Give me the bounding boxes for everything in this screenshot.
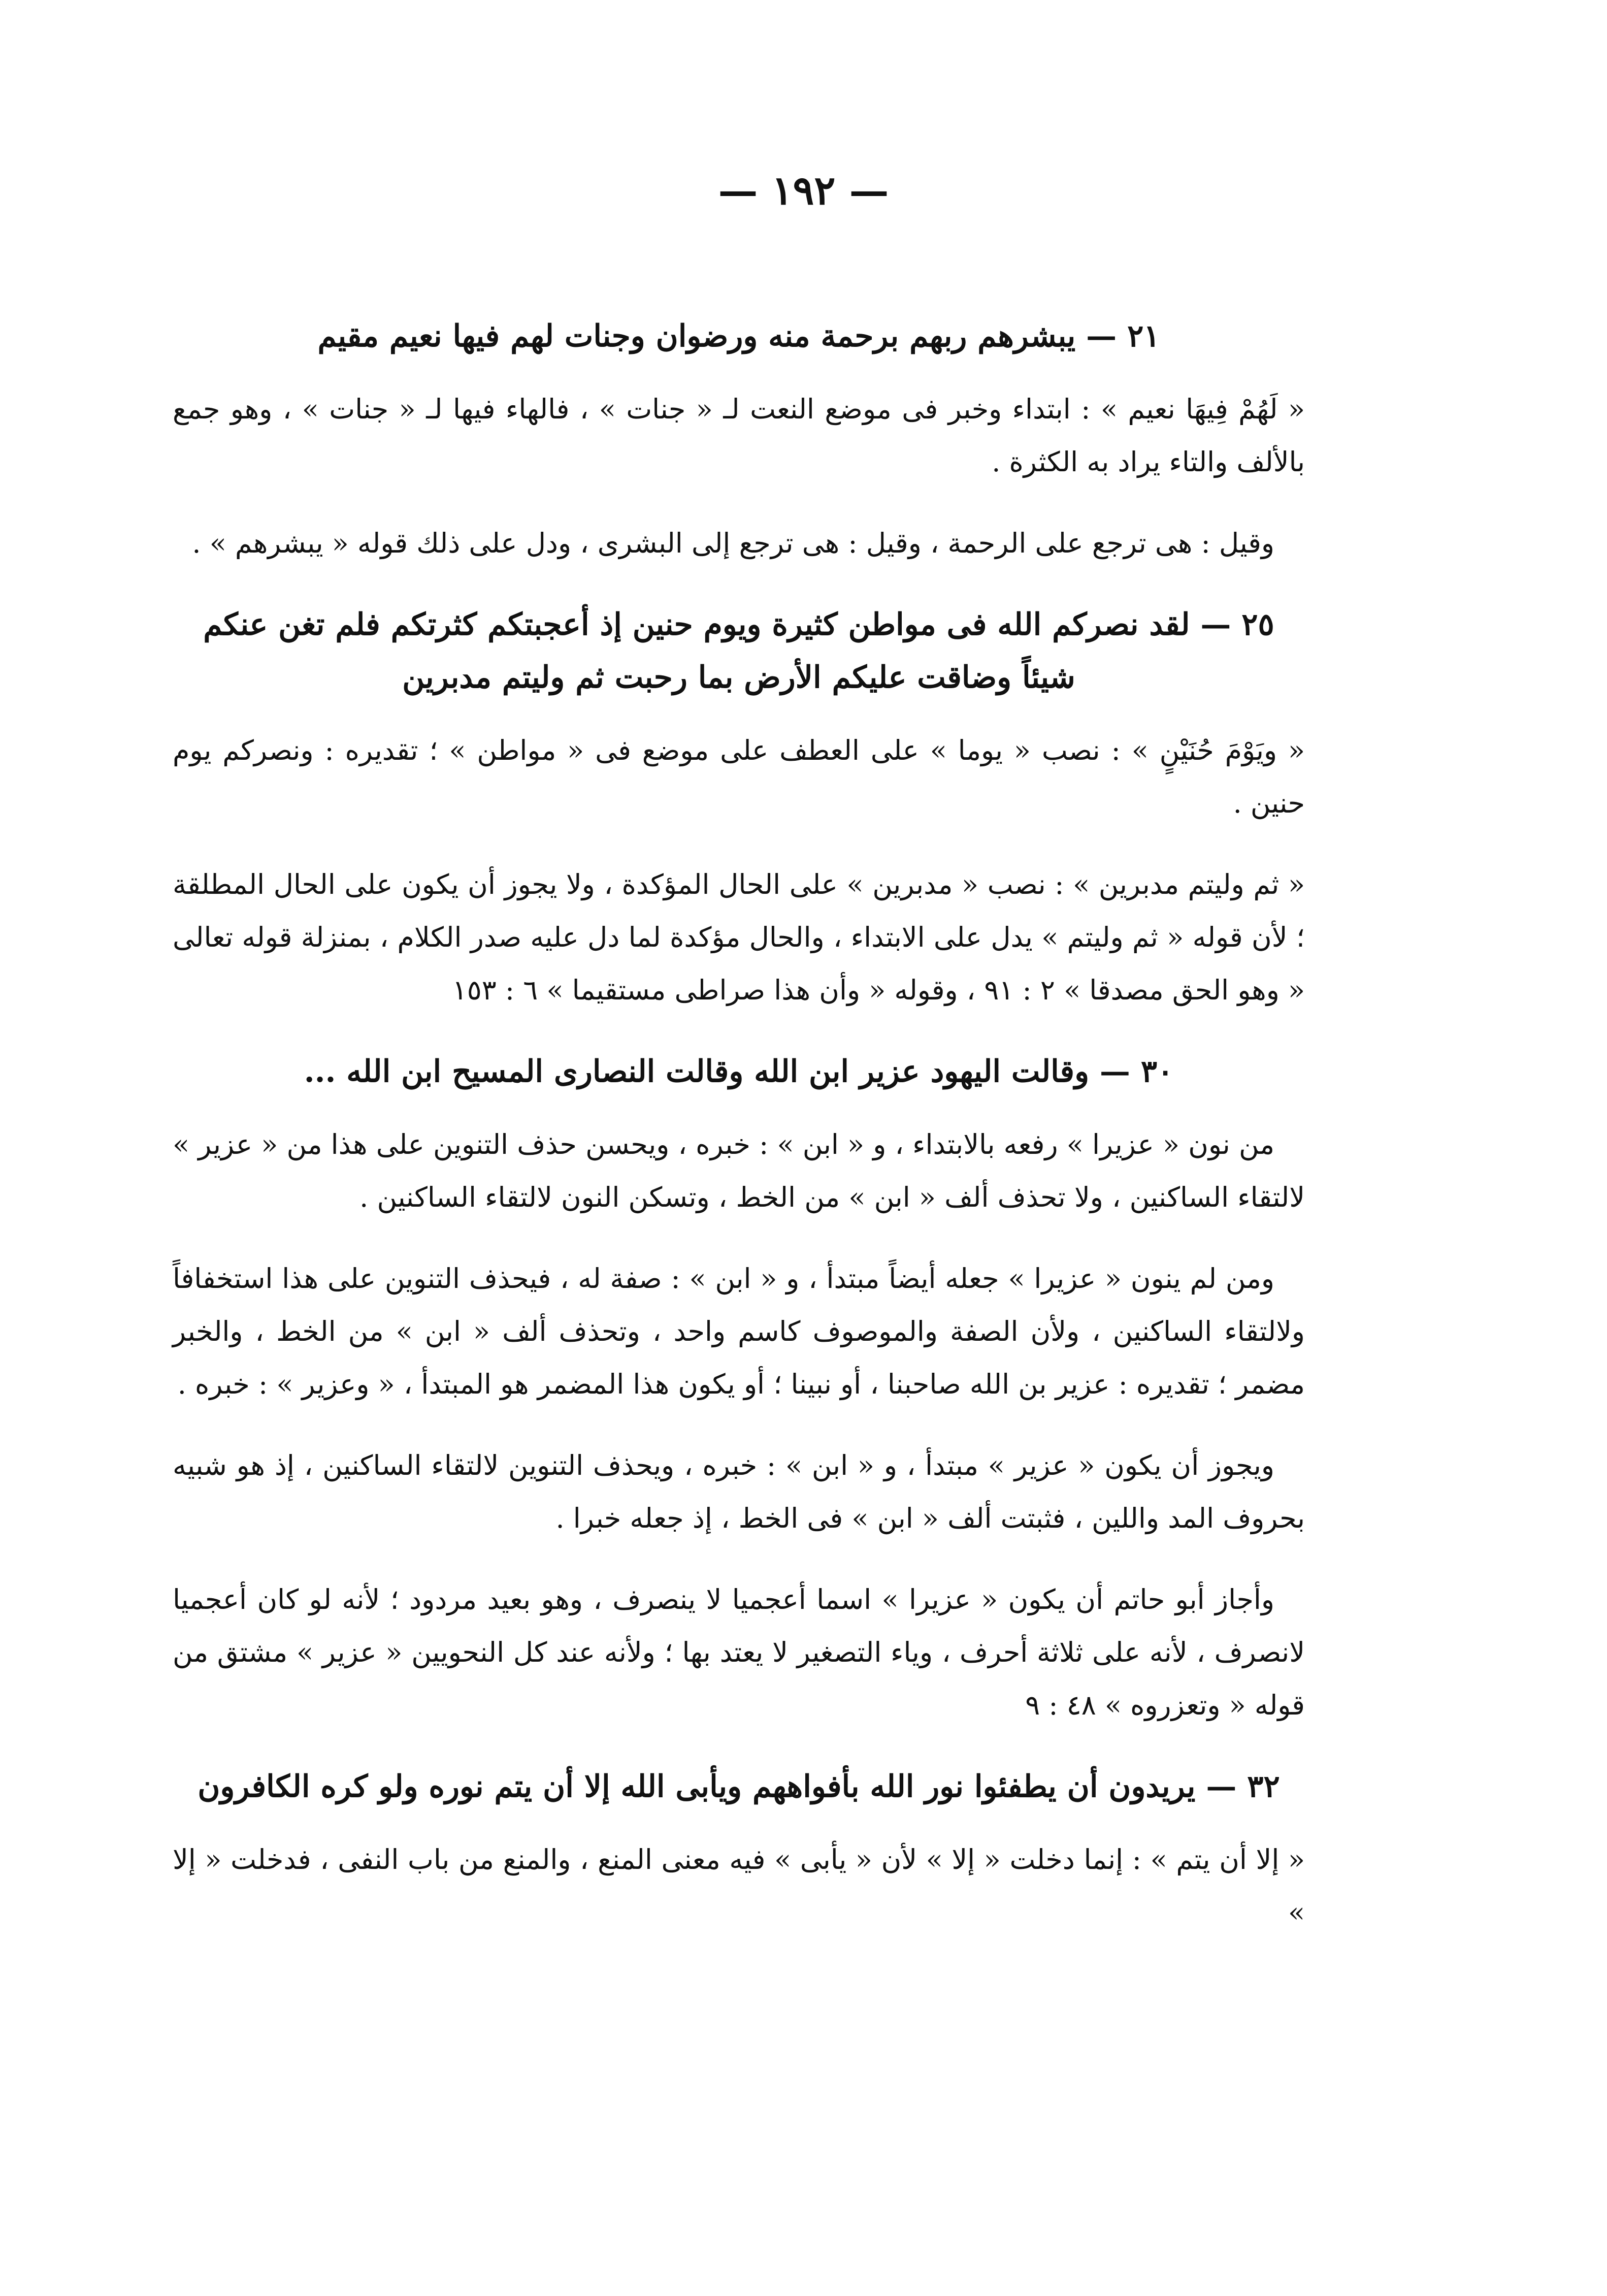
verse-30: ٣٠ — وقالت اليهود عزير ابن الله وقالت النصارى المسيح ابن الله ... [304,1054,1174,1089]
verse-32: ٣٢ — يريدون أن يطفئوا نور الله بأفواههم ويأبى الله إلا أن يتم نوره ولو كره الكافرون [198,1769,1280,1804]
page-number: — ١٩٢ — [718,168,889,214]
verse-25: ٢٥ — لقد نصركم الله فى مواطن كثيرة ويوم حنين إذ أعجبتكم كثرتكم فلم تغن عنكم شيئاً وضاقت عليكم الأرض بما رحبت ثم وليتم مدبرين [203,607,1274,695]
commentary-paragraph: من نون « عزيرا » رفعه بالابتداء ، و « ابن » : خبره ، ويحسن حذف التنوين على هذا من « عزير » لالتقاء الساكنين ، ولا تحذف ألف « ابن » من الخط ، وتسكن النون لالتقاء الساكنين . [173,1128,1305,1213]
commentary-paragraph: وقيل : هى ترجع على الرحمة ، وقيل : هى ترجع إلى البشرى ، ودل على ذلك قوله « يبشرهم » . [192,527,1274,559]
verse-21: ٢١ — يبشرهم ربهم برحمة منه ورضوان وجنات لهم فيها نعيم مقيم [317,318,1160,354]
commentary-paragraph: « إلا أن يتم » : إنما دخلت « إلا » لأن « يأبى » فيه معنى المنع ، والمنع من باب النفى ، فدخلت « إلا » [173,1844,1305,1928]
commentary-paragraph: ومن لم ينون « عزيرا » جعله أيضاً مبتدأ ، و « ابن » : صفة له ، فيحذف التنوين على هذا استخفافاً ولالتقاء الساكنين ، ولأن الصفة والموصوف كاسم واحد ، وتحذف ألف « ابن » من الخط ، والخبر مضمر ؛ تقديره : عزير بن الله صاحبنا ، أو نبينا ؛ أو يكون هذا المضمر هو المبتدأ ، « وعزير » : خبره . [173,1263,1305,1400]
commentary-paragraph: « لَهُمْ فِيهَا نعيم » : ابتداء وخبر فى موضع النعت لـ « جنات » ، فالهاء فيها لـ « جنات » ، وهو جمع بالألف والتاء يراد به الكثرة . [173,393,1305,478]
commentary-paragraph: « ثم وليتم مدبرين » : نصب « مدبرين » على الحال المؤكدة ، ولا يجوز أن يكون على الحال المطلقة ؛ لأن قوله « ثم وليتم » يدل على الابتداء ، والحال مؤكدة لما دل عليه صدر الكلام ، بمنزلة قوله تعالى « وهو الحق مصدقا » ٢ : ٩١ ، وقوله « وأن هذا صراطى مستقيما » ٦ : ١٥٣ [173,868,1305,1006]
page-body [173,310,1305,1967]
commentary-paragraph: « ويَوْمَ حُنَيْنٍ » : نصب « يوما » على العطف على موضع فى « مواطن » ؛ تقديره : ونصركم يوم حنين . [173,734,1305,819]
commentary-paragraph: وأجاز أبو حاتم أن يكون « عزيرا » اسما أعجميا لا ينصرف ، وهو بعيد مردود ؛ لأنه لو كان أعجميا لانصرف ، لأنه على ثلاثة أحرف ، وياء التصغير لا يعتد بها ؛ ولأنه عند كل النحويين « عزير » مشتق من قوله « وتعزروه » ٤٨ : ٩ [173,1583,1305,1721]
commentary-paragraph: ويجوز أن يكون « عزير » مبتدأ ، و « ابن » : خبره ، ويحذف التنوين لالتقاء الساكنين ، إذ هو شبيه بحروف المد واللين ، فثبتت ألف « ابن » فى الخط ، إذ جعله خبرا . [173,1449,1305,1534]
